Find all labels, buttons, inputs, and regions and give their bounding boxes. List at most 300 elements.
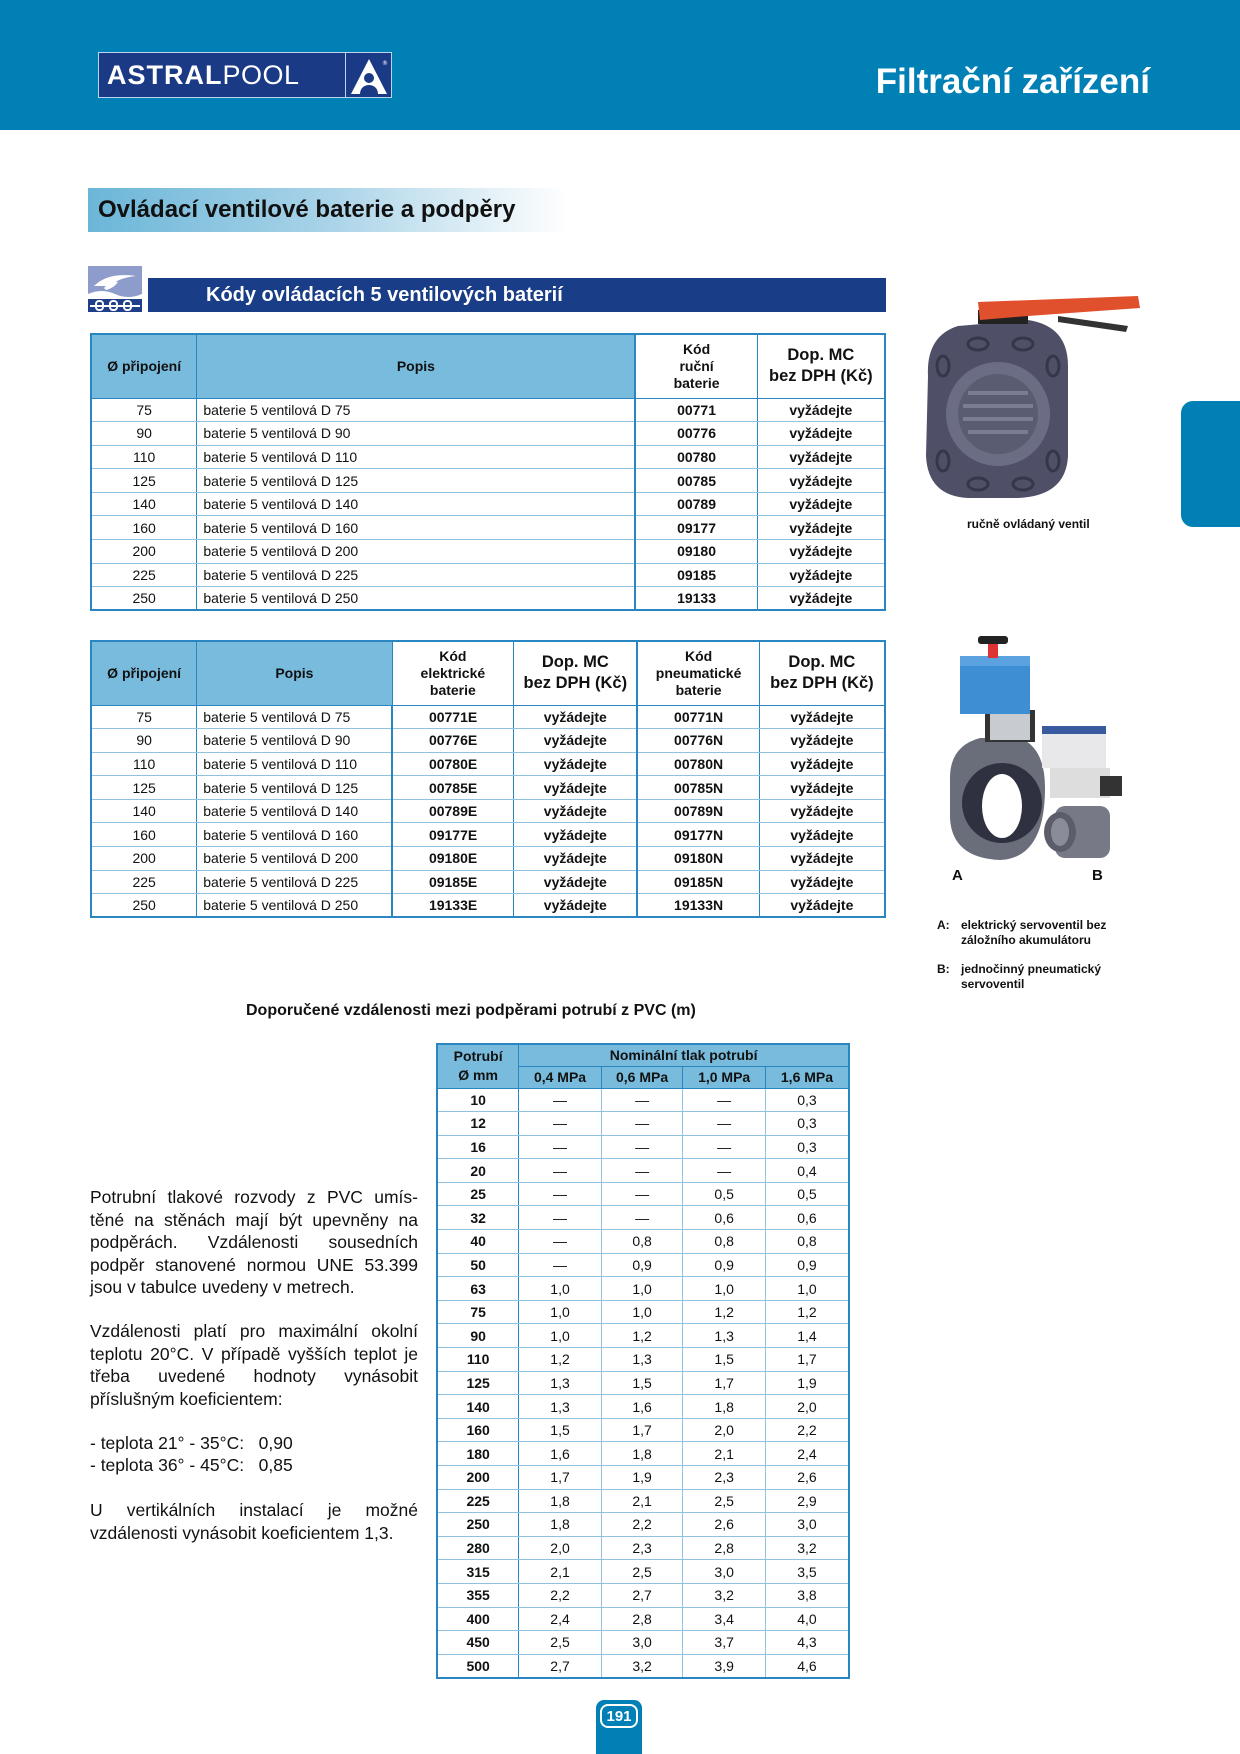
table-row — [437, 1631, 849, 1655]
cell-manual-code: 09185 — [635, 563, 757, 587]
photo-label-b: B — [1092, 867, 1103, 884]
cell-pipe-diameter: 25 — [437, 1182, 519, 1206]
cell-description: baterie 5 ventilová D 90 — [197, 729, 392, 753]
cell-distance: 1,3 — [519, 1371, 602, 1395]
table-row — [437, 1536, 849, 1560]
pvc-support-distance-table — [436, 1043, 850, 1679]
cell-distance: 1,8 — [519, 1513, 602, 1537]
table-row — [91, 823, 885, 847]
table-row — [437, 1371, 849, 1395]
cell-pipe-diameter: 355 — [437, 1583, 519, 1607]
table-row — [437, 1489, 849, 1513]
cell-diameter: 140 — [91, 492, 197, 516]
cell-distance: — — [519, 1230, 602, 1254]
cell-pipe-diameter: 225 — [437, 1489, 519, 1513]
page-number: 191 — [600, 1704, 638, 1728]
cell-pneumatic-price: vyžádejte — [759, 752, 885, 776]
cell-pipe-diameter: 500 — [437, 1654, 519, 1678]
cell-price: vyžádejte — [757, 516, 885, 540]
cell-distance: 2,0 — [765, 1395, 849, 1419]
table-row — [437, 1560, 849, 1584]
table-row — [91, 469, 885, 493]
cell-distance: — — [519, 1253, 602, 1277]
cell-distance: 1,0 — [601, 1300, 683, 1324]
cell-pneumatic-code: 19133N — [637, 894, 759, 918]
cell-diameter: 140 — [91, 799, 197, 823]
cell-electric-code: 09185E — [392, 870, 514, 894]
cell-distance: 1,0 — [519, 1277, 602, 1301]
cell-description: baterie 5 ventilová D 225 — [197, 870, 392, 894]
cell-manual-code: 00776 — [635, 422, 757, 446]
cell-pneumatic-price: vyžádejte — [759, 847, 885, 871]
cell-pneumatic-price: vyžádejte — [759, 823, 885, 847]
cell-distance: 1,9 — [601, 1466, 683, 1490]
cell-pneumatic-price: vyžádejte — [759, 705, 885, 729]
cell-pneumatic-code: 00771N — [637, 705, 759, 729]
cell-pneumatic-code: 00776N — [637, 729, 759, 753]
logo-triangle-icon — [345, 53, 391, 97]
subsection-header — [88, 266, 886, 312]
table-row — [437, 1182, 849, 1206]
table-row — [91, 705, 885, 729]
cell-pipe-diameter: 16 — [437, 1135, 519, 1159]
cell-description: baterie 5 ventilová D 250 — [197, 587, 636, 611]
cell-distance: 1,4 — [765, 1324, 849, 1348]
cell-distance: — — [519, 1088, 602, 1112]
cell-price: vyžádejte — [757, 398, 885, 422]
cell-diameter: 75 — [91, 398, 197, 422]
table-row — [437, 1583, 849, 1607]
cell-distance: — — [683, 1112, 766, 1136]
cell-pneumatic-price: vyžádejte — [759, 894, 885, 918]
cell-pipe-diameter: 180 — [437, 1442, 519, 1466]
notes-paragraph-2: Vzdálenosti platí pro maximální okolní teplotu 20°C. V případě vyšších teplot je třeba uvedené hodnoty vynásobit příslušným koeficientem: — [90, 1321, 418, 1409]
table-row — [91, 752, 885, 776]
cell-electric-code: 00776E — [392, 729, 514, 753]
table-row — [91, 516, 885, 540]
logo-text-light: POOL — [222, 59, 300, 90]
col-header-pressure: 1,0 MPa — [683, 1066, 766, 1088]
cell-distance: — — [601, 1088, 683, 1112]
cell-electric-code: 09180E — [392, 847, 514, 871]
cell-distance: 2,3 — [601, 1536, 683, 1560]
svg-text:®: ® — [382, 60, 388, 67]
coefficient-line-2: - teplota 36° - 45°C: 0,85 — [90, 1455, 293, 1475]
table-row — [437, 1607, 849, 1631]
cell-distance: 1,0 — [519, 1324, 602, 1348]
cell-distance: 1,2 — [601, 1324, 683, 1348]
cell-manual-code: 00789 — [635, 492, 757, 516]
cell-description: baterie 5 ventilová D 160 — [197, 823, 392, 847]
manual-valve-caption: ručně ovládaný ventil — [967, 517, 1090, 531]
cell-electric-price: vyžádejte — [514, 799, 638, 823]
cell-pneumatic-code: 09185N — [637, 870, 759, 894]
cell-pipe-diameter: 40 — [437, 1230, 519, 1254]
cell-distance: — — [601, 1112, 683, 1136]
cell-distance: 2,0 — [683, 1418, 766, 1442]
manual-butterfly-valve-photo — [918, 296, 1140, 500]
cell-price: vyžádejte — [757, 563, 885, 587]
cell-diameter: 110 — [91, 752, 197, 776]
cell-description: baterie 5 ventilová D 225 — [197, 563, 636, 587]
cell-distance: — — [601, 1159, 683, 1183]
cell-diameter: 200 — [91, 847, 197, 871]
table-row — [437, 1277, 849, 1301]
subsection-title: Kódy ovládacích 5 ventilových baterií — [148, 278, 886, 312]
cell-distance: 0,5 — [765, 1182, 849, 1206]
cell-distance: 1,8 — [683, 1395, 766, 1419]
cell-distance: 2,3 — [683, 1466, 766, 1490]
cell-electric-price: vyžádejte — [514, 776, 638, 800]
table-row — [91, 422, 885, 446]
cell-distance: 0,5 — [683, 1182, 766, 1206]
cell-diameter: 160 — [91, 823, 197, 847]
cell-distance: 0,6 — [683, 1206, 766, 1230]
cell-distance: 1,9 — [765, 1371, 849, 1395]
cell-distance: 2,2 — [519, 1583, 602, 1607]
cell-diameter: 125 — [91, 469, 197, 493]
cell-pipe-diameter: 160 — [437, 1418, 519, 1442]
cell-distance: 3,5 — [765, 1560, 849, 1584]
cell-electric-price: vyžádejte — [514, 870, 638, 894]
table-row — [437, 1442, 849, 1466]
cell-pneumatic-price: vyžádejte — [759, 776, 885, 800]
cell-distance: 0,4 — [765, 1159, 849, 1183]
cell-pipe-diameter: 315 — [437, 1560, 519, 1584]
cell-distance: 4,0 — [765, 1607, 849, 1631]
cell-diameter: 90 — [91, 729, 197, 753]
cell-distance: 1,6 — [601, 1395, 683, 1419]
cell-distance: 2,7 — [519, 1654, 602, 1678]
page-number-tab — [596, 1700, 642, 1754]
page-header — [0, 0, 1240, 130]
cell-distance: 0,9 — [601, 1253, 683, 1277]
cell-distance: 2,1 — [683, 1442, 766, 1466]
cell-description: baterie 5 ventilová D 160 — [197, 516, 636, 540]
col-header-diameter: Ø připojení — [91, 641, 197, 705]
cell-manual-code: 00785 — [635, 469, 757, 493]
cell-pipe-diameter: 450 — [437, 1631, 519, 1655]
cell-electric-code: 00789E — [392, 799, 514, 823]
col-header-pneumatic-code: Kód pneumatické baterie — [637, 641, 759, 705]
cell-description: baterie 5 ventilová D 125 — [197, 469, 636, 493]
cell-pipe-diameter: 125 — [437, 1371, 519, 1395]
cell-distance: 2,1 — [519, 1560, 602, 1584]
cell-description: baterie 5 ventilová D 140 — [197, 799, 392, 823]
cell-description: baterie 5 ventilová D 110 — [197, 752, 392, 776]
cell-distance: 3,4 — [683, 1607, 766, 1631]
cell-manual-code: 00780 — [635, 445, 757, 469]
table-row — [91, 445, 885, 469]
cell-distance: 0,6 — [765, 1206, 849, 1230]
cell-electric-code: 00780E — [392, 752, 514, 776]
cell-distance: 3,9 — [683, 1654, 766, 1678]
col-header-description: Popis — [197, 641, 392, 705]
cell-distance: 1,5 — [601, 1371, 683, 1395]
col-header-pressure: 0,4 MPa — [519, 1066, 602, 1088]
cell-distance: 2,6 — [683, 1513, 766, 1537]
cell-distance: 2,4 — [519, 1607, 602, 1631]
cell-pipe-diameter: 75 — [437, 1300, 519, 1324]
cell-distance: 3,2 — [683, 1583, 766, 1607]
cell-pneumatic-price: vyžádejte — [759, 799, 885, 823]
col-group-nominal-pressure: Nominální tlak potrubí — [519, 1044, 849, 1066]
cell-electric-price: vyžádejte — [514, 847, 638, 871]
cell-electric-price: vyžádejte — [514, 894, 638, 918]
cell-distance: 0,8 — [601, 1230, 683, 1254]
table-row — [437, 1300, 849, 1324]
cell-distance: 4,3 — [765, 1631, 849, 1655]
cell-pneumatic-code: 00785N — [637, 776, 759, 800]
cell-diameter: 250 — [91, 587, 197, 611]
logo-text-bold: ASTRAL — [107, 59, 223, 90]
cell-diameter: 75 — [91, 705, 197, 729]
col-header-diameter: Ø připojení — [91, 334, 197, 398]
cell-pipe-diameter: 50 — [437, 1253, 519, 1277]
cell-diameter: 225 — [91, 563, 197, 587]
coefficient-line-1: - teplota 21° - 35°C: 0,90 — [90, 1433, 293, 1453]
table-row — [437, 1513, 849, 1537]
cell-description: baterie 5 ventilová D 140 — [197, 492, 636, 516]
table-row — [91, 799, 885, 823]
cell-distance: 2,8 — [601, 1607, 683, 1631]
table-row — [437, 1159, 849, 1183]
pvc-table-title: Doporučené vzdálenosti mezi podpěrami potrubí z PVC (m) — [246, 1002, 696, 1019]
cell-distance: — — [601, 1206, 683, 1230]
cell-distance: — — [519, 1206, 602, 1230]
table-row — [437, 1418, 849, 1442]
col-header-manual-code: Kód ruční baterie — [635, 334, 757, 398]
chapter-tab — [1181, 401, 1240, 527]
col-header-electric-price: Dop. MC bez DPH (Kč) — [514, 641, 638, 705]
cell-price: vyžádejte — [757, 445, 885, 469]
cell-pneumatic-code: 00780N — [637, 752, 759, 776]
cell-distance: 3,0 — [765, 1513, 849, 1537]
cell-diameter: 160 — [91, 516, 197, 540]
cell-diameter: 225 — [91, 870, 197, 894]
cell-distance: 2,7 — [601, 1583, 683, 1607]
col-header-description: Popis — [197, 334, 636, 398]
cell-distance: — — [519, 1135, 602, 1159]
cell-pipe-diameter: 110 — [437, 1348, 519, 1372]
cell-diameter: 200 — [91, 540, 197, 564]
col-header-pressure: 1,6 MPa — [765, 1066, 849, 1088]
notes-paragraph-1: Potrubní tlakové rozvody z PVC umís-těné na stěnách mají být upevněny na podpěrách. Vzdálenosti sousedních podpěr stanovené normou UNE 53.399 jsou v tabulce uvedeny v metrech. — [90, 1187, 418, 1297]
cell-description: baterie 5 ventilová D 125 — [197, 776, 392, 800]
cell-distance: 1,8 — [601, 1442, 683, 1466]
cell-distance: 0,3 — [765, 1088, 849, 1112]
cell-distance: 1,7 — [519, 1466, 602, 1490]
cell-distance: 0,8 — [765, 1230, 849, 1254]
cell-electric-code: 00771E — [392, 705, 514, 729]
cell-price: vyžádejte — [757, 469, 885, 493]
table-row — [91, 540, 885, 564]
cell-distance: 1,2 — [683, 1300, 766, 1324]
cell-description: baterie 5 ventilová D 200 — [197, 847, 392, 871]
cell-pipe-diameter: 250 — [437, 1513, 519, 1537]
section-title: Ovládací ventilové baterie a podpěry — [88, 188, 568, 232]
table-row — [437, 1348, 849, 1372]
cell-pneumatic-price: vyžádejte — [759, 729, 885, 753]
table-row — [91, 492, 885, 516]
cell-price: vyžádejte — [757, 492, 885, 516]
page-title: Filtrační zařízení — [875, 62, 1150, 101]
cell-pipe-diameter: 32 — [437, 1206, 519, 1230]
cell-price: vyžádejte — [757, 587, 885, 611]
cell-pneumatic-code: 09177N — [637, 823, 759, 847]
cell-price: vyžádejte — [757, 422, 885, 446]
cell-distance: 2,8 — [683, 1536, 766, 1560]
cell-distance: 0,3 — [765, 1112, 849, 1136]
cell-diameter: 110 — [91, 445, 197, 469]
cell-distance: 4,6 — [765, 1654, 849, 1678]
cell-distance: 0,8 — [683, 1230, 766, 1254]
cell-distance: — — [683, 1135, 766, 1159]
cell-diameter: 250 — [91, 894, 197, 918]
table-row — [91, 870, 885, 894]
cell-distance: — — [601, 1135, 683, 1159]
cell-pipe-diameter: 20 — [437, 1159, 519, 1183]
cell-description: baterie 5 ventilová D 110 — [197, 445, 636, 469]
cell-electric-price: vyžádejte — [514, 823, 638, 847]
cell-electric-price: vyžádejte — [514, 752, 638, 776]
cell-distance: 1,3 — [601, 1348, 683, 1372]
cell-distance: 1,0 — [765, 1277, 849, 1301]
cell-manual-code: 19133 — [635, 587, 757, 611]
table-row — [437, 1230, 849, 1254]
cell-distance: 2,2 — [765, 1418, 849, 1442]
col-header-pneumatic-price: Dop. MC bez DPH (Kč) — [759, 641, 885, 705]
table-row — [91, 398, 885, 422]
cell-description: baterie 5 ventilová D 90 — [197, 422, 636, 446]
col-header-electric-code: Kód elektrické baterie — [392, 641, 514, 705]
table-row — [437, 1466, 849, 1490]
cell-distance: — — [601, 1182, 683, 1206]
table-row — [437, 1206, 849, 1230]
cell-pipe-diameter: 10 — [437, 1088, 519, 1112]
cell-distance: 3,0 — [683, 1560, 766, 1584]
cell-distance: 3,0 — [601, 1631, 683, 1655]
cell-distance: 0,3 — [765, 1135, 849, 1159]
legend-b: B: jednočinný pneumatický servoventil — [937, 962, 1102, 991]
table-row — [437, 1112, 849, 1136]
cell-distance: 3,2 — [601, 1654, 683, 1678]
table-row — [91, 587, 885, 611]
col-header-pipe-diameter: Potrubí Ø mm — [437, 1044, 519, 1088]
cell-distance: 2,5 — [601, 1560, 683, 1584]
cell-description: baterie 5 ventilová D 75 — [197, 398, 636, 422]
cell-electric-price: vyžádejte — [514, 729, 638, 753]
cell-distance: 1,2 — [765, 1300, 849, 1324]
actuated-battery-table — [90, 640, 886, 918]
cell-distance: 1,3 — [683, 1324, 766, 1348]
cell-distance: — — [683, 1088, 766, 1112]
table-row — [91, 776, 885, 800]
col-header-price: Dop. MC bez DPH (Kč) — [757, 334, 885, 398]
cell-distance: 3,8 — [765, 1583, 849, 1607]
cell-electric-code: 09177E — [392, 823, 514, 847]
cell-distance: 1,8 — [519, 1489, 602, 1513]
cell-distance: 0,9 — [683, 1253, 766, 1277]
cell-description: baterie 5 ventilová D 200 — [197, 540, 636, 564]
cell-pipe-diameter: 200 — [437, 1466, 519, 1490]
cell-distance: 1,5 — [683, 1348, 766, 1372]
cell-distance: 2,1 — [601, 1489, 683, 1513]
cell-pipe-diameter: 280 — [437, 1536, 519, 1560]
table-row — [437, 1324, 849, 1348]
table-row — [437, 1395, 849, 1419]
cell-pipe-diameter: 90 — [437, 1324, 519, 1348]
cell-distance: 1,7 — [601, 1418, 683, 1442]
cell-distance: 0,9 — [765, 1253, 849, 1277]
cell-distance: — — [683, 1159, 766, 1183]
cell-distance: 1,7 — [683, 1371, 766, 1395]
cell-distance: — — [519, 1112, 602, 1136]
swimmer-pipe-icon — [88, 266, 142, 312]
cell-pneumatic-price: vyžádejte — [759, 870, 885, 894]
actuated-valves-photo — [940, 628, 1130, 878]
manual-battery-table — [90, 333, 886, 611]
table-row — [91, 729, 885, 753]
table-row — [91, 894, 885, 918]
cell-distance: 2,5 — [519, 1631, 602, 1655]
cell-description: baterie 5 ventilová D 250 — [197, 894, 392, 918]
cell-electric-code: 00785E — [392, 776, 514, 800]
cell-distance: 1,7 — [765, 1348, 849, 1372]
cell-distance: 1,0 — [519, 1300, 602, 1324]
cell-distance: 1,5 — [519, 1418, 602, 1442]
cell-distance: 2,5 — [683, 1489, 766, 1513]
cell-distance: 2,9 — [765, 1489, 849, 1513]
cell-description: baterie 5 ventilová D 75 — [197, 705, 392, 729]
astralpool-logo — [98, 52, 392, 98]
cell-diameter: 90 — [91, 422, 197, 446]
cell-manual-code: 09177 — [635, 516, 757, 540]
table-row — [91, 563, 885, 587]
cell-distance: — — [519, 1159, 602, 1183]
cell-manual-code: 00771 — [635, 398, 757, 422]
notes-paragraph-3: U vertikálních instalací je možné vzdálenosti vynásobit koeficientem 1,3. — [90, 1500, 418, 1543]
table-row — [91, 847, 885, 871]
cell-distance: 3,2 — [765, 1536, 849, 1560]
cell-distance: 1,0 — [601, 1277, 683, 1301]
cell-distance: 2,4 — [765, 1442, 849, 1466]
cell-electric-price: vyžádejte — [514, 705, 638, 729]
cell-distance: 1,0 — [683, 1277, 766, 1301]
table-row — [437, 1654, 849, 1678]
cell-price: vyžádejte — [757, 540, 885, 564]
cell-diameter: 125 — [91, 776, 197, 800]
cell-distance: — — [519, 1182, 602, 1206]
cell-distance: 2,6 — [765, 1466, 849, 1490]
cell-distance: 1,3 — [519, 1395, 602, 1419]
table-row — [437, 1088, 849, 1112]
cell-distance: 1,6 — [519, 1442, 602, 1466]
cell-distance: 2,0 — [519, 1536, 602, 1560]
cell-pneumatic-code: 09180N — [637, 847, 759, 871]
cell-distance: 2,2 — [601, 1513, 683, 1537]
cell-manual-code: 09180 — [635, 540, 757, 564]
cell-distance: 1,2 — [519, 1348, 602, 1372]
col-header-pressure: 0,6 MPa — [601, 1066, 683, 1088]
table-row — [437, 1253, 849, 1277]
cell-distance: 3,7 — [683, 1631, 766, 1655]
cell-pipe-diameter: 63 — [437, 1277, 519, 1301]
cell-pneumatic-code: 00789N — [637, 799, 759, 823]
photo-label-a: A — [952, 867, 963, 884]
cell-pipe-diameter: 12 — [437, 1112, 519, 1136]
cell-electric-code: 19133E — [392, 894, 514, 918]
